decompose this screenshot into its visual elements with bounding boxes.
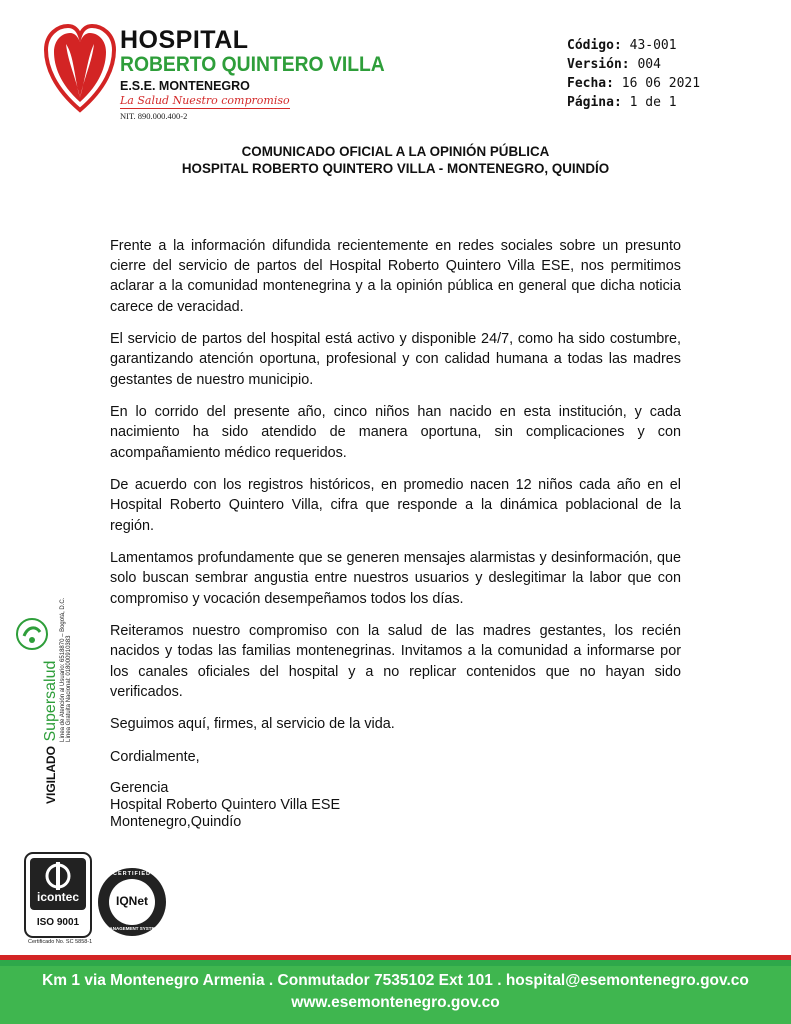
signature-role: Gerencia [110, 779, 169, 796]
heart-logo-icon [44, 22, 116, 114]
paragraph: El servicio de partos del hospital está activo y disponible 24/7, como ha sido costumbre, garantizando atención oportuna, profesional y con calidad humana a todas las madres gestantes de nuestro municipio. [110, 331, 681, 388]
iqnet-seal [96, 866, 168, 938]
paragraph: Seguimos aquí, firmes, al servicio de la vida. [110, 716, 395, 733]
icontec-label: icontec [36, 890, 79, 904]
icontec-seal [24, 852, 92, 938]
supersalud-line-a: Línea de Atención al Usuario: 6518870 – Bogotá, D.C. [60, 597, 66, 742]
paragraph: Reiteramos nuestro compromiso con la salud de las madres gestantes, los recién nacidos y todas las familias montenegrinas. Invitamos a la comunidad a informarse por los canales oficiales del hospital y a no replicar contenidos que no hayan sido verificados. [110, 623, 681, 700]
paragraph: De acuerdo con los registros históricos, en promedio nacen 12 niños cada año en el Hospital Roberto Quintero Villa, cifra que responde a la dinámica poblacional de la región. [110, 477, 681, 534]
certificate-number: Certificado No. SC 5858-1 [28, 939, 93, 945]
signature-block [110, 780, 681, 832]
slogan: La Salud Nuestro compromiso [120, 94, 290, 107]
document-body [110, 236, 681, 832]
supersalud-line-b: Línea Gratuita Nacional: 018000910383 [66, 635, 72, 742]
meta-date: Fecha: 16 06 2021 [567, 76, 701, 91]
nit: NIT. 890.000.400-2 [120, 111, 188, 121]
paragraph: Frente a la información difundida recientemente en redes sociales sobre un presunto cierre del servicio de partos del Hospital Roberto Quintero Villa ESE, nos permitimos aclarar a la comunidad montenegrina y a la opinión pública en general que dicha noticia carece de veracidad. [110, 238, 681, 315]
hospital-name-line2: ROBERTO QUINTERO VILLA [120, 53, 385, 76]
signature-org: Hospital Roberto Quintero Villa ESE [110, 797, 341, 813]
closing: Cordialmente, [110, 749, 200, 765]
meta-version: Versión: 004 [567, 57, 661, 72]
hospital-name-line1: HOSPITAL [120, 26, 249, 54]
paragraph: Lamentamos profundamente que se generen mensajes alarmistas y desinformación, que solo buscan sembrar angustia entre nuestros usuarios y deslegitimar la labor que con compromiso y vocación desempeñamos todos los días. [110, 550, 681, 607]
hospital-logo [40, 18, 385, 124]
vigilado-label: VIGILADO [44, 745, 58, 804]
hospital-name-line3: E.S.E. MONTENEGRO [120, 79, 250, 93]
footer-website: www.esemontenegro.gov.co [291, 994, 500, 1011]
iqnet-mgmt: MANAGEMENT SYSTEM [105, 926, 159, 931]
iqnet-label: IQNet [115, 894, 148, 908]
supersalud-text [42, 598, 72, 804]
supersalud-label: Supersalud [42, 660, 59, 742]
meta-page: Página: 1 de 1 [567, 95, 677, 110]
document-meta [567, 36, 700, 112]
document-subtitle: HOSPITAL ROBERTO QUINTERO VILLA - MONTENEGRO, QUINDÍO [181, 161, 610, 176]
iqnet-certified: CERTIFIED [112, 871, 152, 877]
supersalud-seal [12, 597, 72, 812]
meta-code: Código: 43-001 [567, 38, 677, 53]
signature-city: Montenegro,Quindío [110, 814, 242, 831]
footer-contact: Km 1 via Montenegro Armenia . Conmutador 7535102 Ext 101 . hospital@esemontenegro.gov.co [42, 972, 749, 989]
document-title: COMUNICADO OFICIAL A LA OPINIÓN PÚBLICA [241, 144, 550, 159]
iso-label: ISO 9001 [36, 917, 80, 928]
paragraph: En lo corrido del presente año, cinco niños han nacido en esta institución, y cada nacimiento ha sido atendido de manera oportuna, sin complicaciones y con acompañamiento médico requeridos. [110, 404, 681, 461]
